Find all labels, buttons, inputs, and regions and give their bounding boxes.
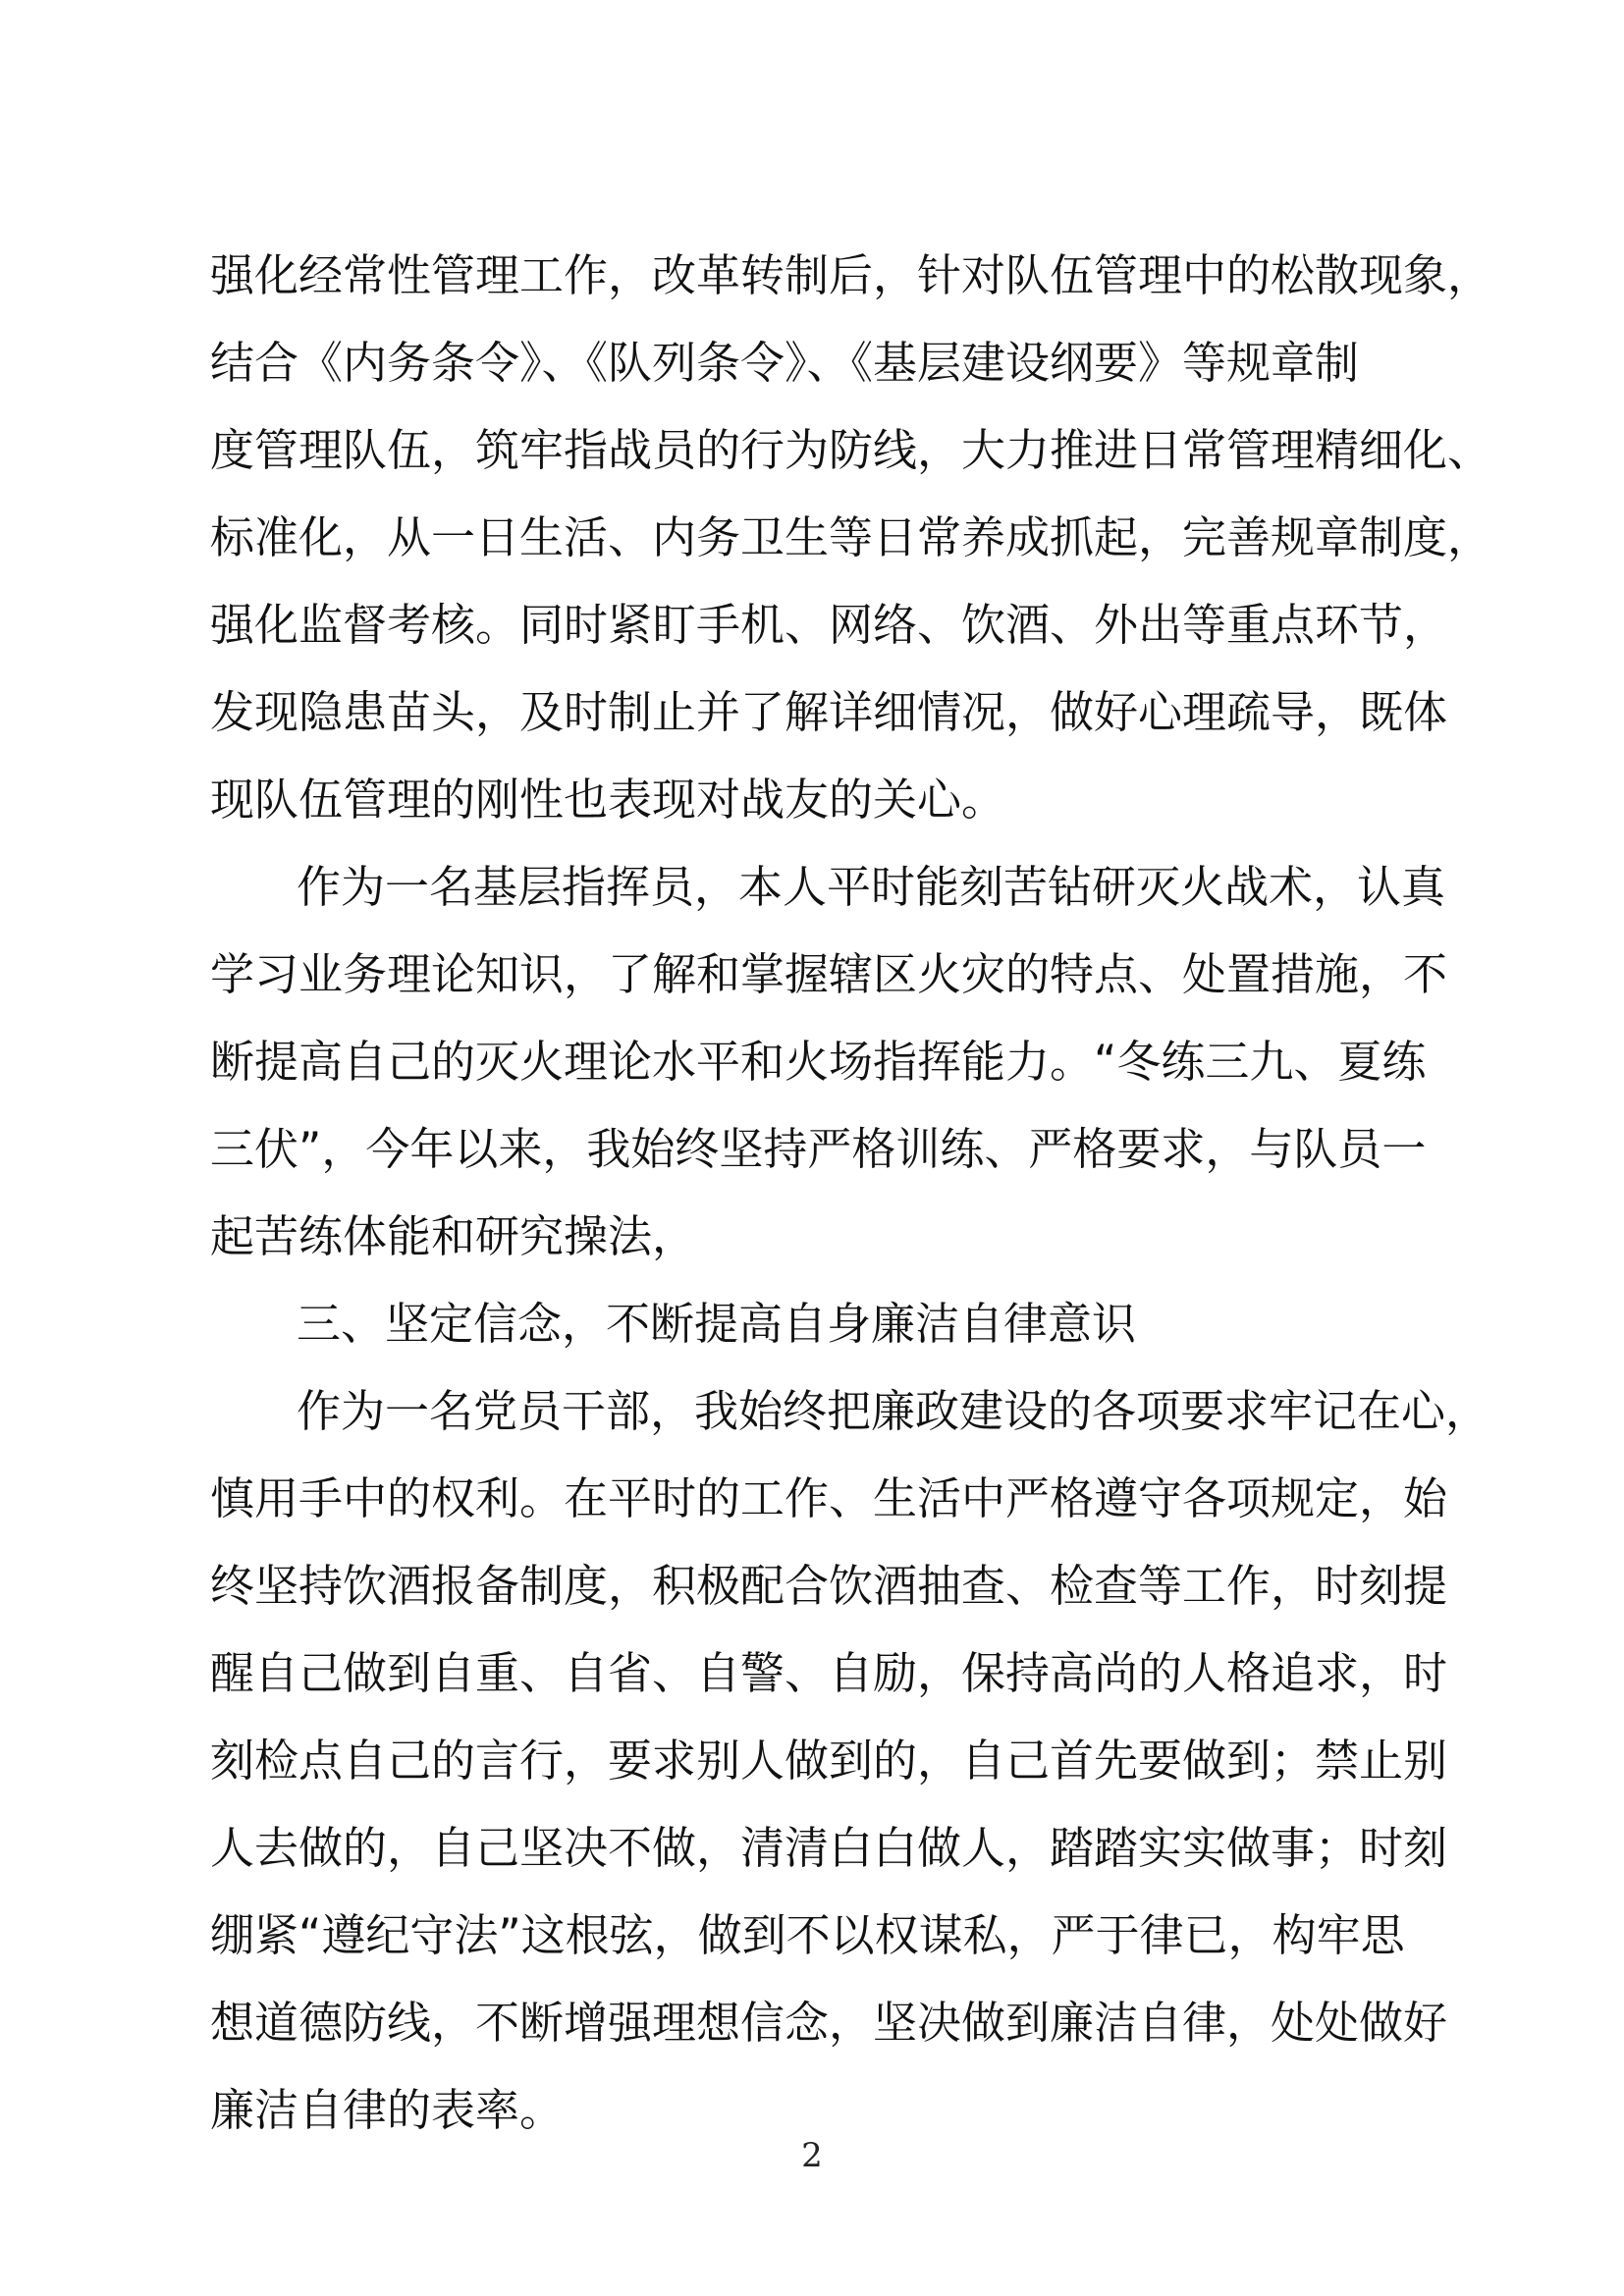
text-line: 结合《内务条令》、《队列条令》、《基层建设纲要》等规章制 bbox=[210, 337, 1360, 389]
text-line: 标准化，从一日生活、内务卫生等日常养成抓起，完善规章制度， bbox=[210, 511, 1492, 563]
text-line: 三伏”，今年以来，我始终坚持严格训练、严格要求，与队员一 bbox=[210, 1123, 1427, 1175]
page-number: 2 bbox=[801, 2136, 823, 2175]
text-line: 廉洁自律的表率。 bbox=[210, 2084, 565, 2136]
text-line: 度管理队伍，筑牢指战员的行为防线，大力推进日常管理精细化、 bbox=[210, 424, 1492, 476]
text-line: 起苦练体能和研究操法， bbox=[210, 1210, 697, 1262]
section-heading: 三、坚定信念，不断提高自身廉洁自律意识 bbox=[297, 1298, 1137, 1350]
paragraph-start-line: 作为一名党员干部，我始终把廉政建设的各项要求牢记在心， bbox=[297, 1385, 1490, 1437]
text-line: 强化经常性管理工作，改革转制后，针对队伍管理中的松散现象， bbox=[210, 249, 1492, 301]
text-line: 想道德防线，不断增强理想信念，坚决做到廉洁自律，处处做好 bbox=[210, 1997, 1448, 2049]
text-line: 强化监督考核。同时紧盯手机、网络、饮酒、外出等重点环节， bbox=[210, 599, 1448, 651]
text-line: 断提高自己的灭火理论水平和火场指挥能力。“冬练三九、夏练 bbox=[210, 1036, 1427, 1088]
text-line: 人去做的，自己坚决不做，清清白白做人，踏踏实实做事；时刻 bbox=[210, 1822, 1448, 1874]
text-line: 现队伍管理的刚性也表现对战友的关心。 bbox=[210, 774, 1006, 826]
paragraph-start-line: 作为一名基层指挥员，本人平时能刻苦钻研灭火战术，认真 bbox=[297, 861, 1446, 913]
text-line: 刻检点自己的言行，要求别人做到的，自己首先要做到；禁止别 bbox=[210, 1735, 1448, 1787]
text-line: 绷紧“遵纪守法”这根弦，做到不以权谋私，严于律已，构牢思 bbox=[210, 1909, 1405, 1961]
text-line: 终坚持饮酒报备制度，积极配合饮酒抽查、检查等工作，时刻提 bbox=[210, 1560, 1448, 1612]
text-line: 发现隐患苗头，及时制止并了解详细情况，做好心理疏导，既体 bbox=[210, 686, 1448, 738]
text-line: 醒自己做到自重、自省、自警、自励，保持高尚的人格追求，时 bbox=[210, 1647, 1448, 1699]
text-line: 慎用手中的权利。在平时的工作、生活中严格遵守各项规定，始 bbox=[210, 1472, 1448, 1524]
text-line: 学习业务理论知识，了解和掌握辖区火灾的特点、处置措施，不 bbox=[210, 948, 1448, 1000]
